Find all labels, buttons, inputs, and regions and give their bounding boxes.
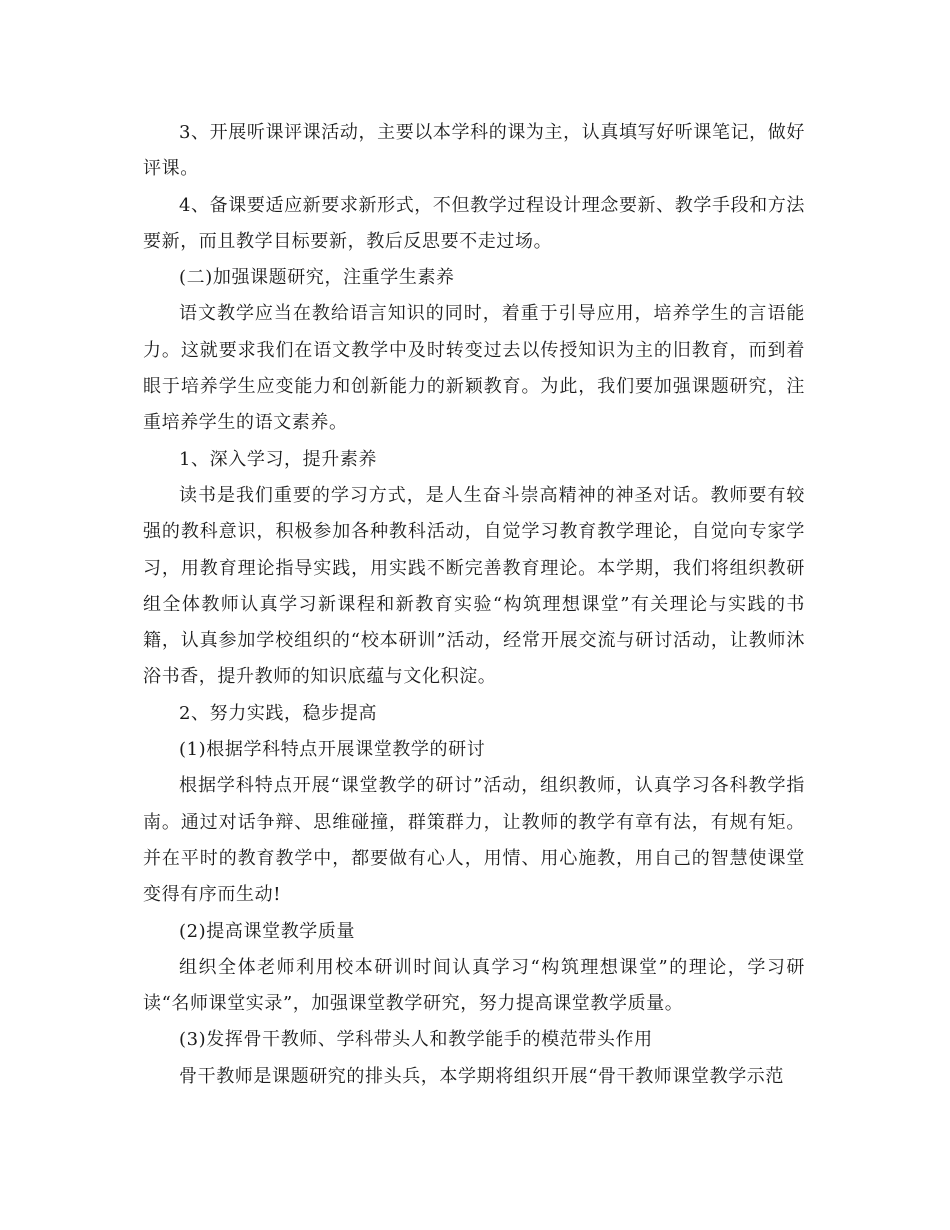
section-heading-2: (二)加强课题研究，注重学生素养 xyxy=(179,267,455,289)
subheading-2: 2、努力实践，稳步提高 xyxy=(179,702,378,724)
paragraph-4: 读书是我们重要的学习方式，是人生奋斗崇高精神的神圣对话。教师要有较强的教科意识，积极参加各种教科活动，自觉学习教育教学理论，自觉向专家学习，用教育理论指导实践，用实践不断完善教育理论。本学期，我们将组织教研组全体教师认真学习新课程和新教育实验“构筑理想课堂”有关理论与实践的书籍，认真参加学校组织的“校本研训”活动，经常开展交流与研讨活动，让教师沐浴书香，提升教师的知识底蕴与文化积淀。 xyxy=(143,484,805,688)
paragraph-1: 3、开展听课评课活动，主要以本学科的课为主，认真填写好听课笔记，做好评课。 xyxy=(143,122,805,180)
document-body xyxy=(143,115,805,1095)
paragraph-6: 组织全体老师利用校本研训时间认真学习“构筑理想课堂”的理论，学习研读“名师课堂实录”，加强课堂教学研究，努力提高课堂教学质量。 xyxy=(143,956,805,1015)
paragraph-3: 语文教学应当在教给语言知识的同时，着重于引导应用，培养学生的言语能力。这就要求我们在语文教学中及时转变过去以传授知识为主的旧教育，而到着眼于培养学生应变能力和创新能力的新颖教育。为此，我们要加强课题研究，注重培养学生的语文素养。 xyxy=(143,303,805,434)
paragraph-2: 4、备课要适应新要求新形式，不但教学过程设计理念要新、教学手段和方法要新，而且教学目标要新，教后反思要不走过场。 xyxy=(143,194,805,252)
subheading-2-2: (2)提高课堂教学质量 xyxy=(179,920,356,942)
paragraph-5: 根据学科特点开展“课堂教学的研讨”活动，组织教师，认真学习各科教学指南。通过对话争辩、思维碰撞，群策群力，让教师的教学有章有法，有规有矩。并在平时的教育教学中，都要做有心人，用情、用心施教，用自己的智慧使课堂变得有序而生动! xyxy=(143,775,805,906)
subheading-1: 1、深入学习，提升素养 xyxy=(179,448,378,470)
subheading-2-3: (3)发挥骨干教师、学科带头人和教学能手的模范带头作用 xyxy=(179,1029,653,1051)
subheading-2-1: (1)根据学科特点开展课堂教学的研讨 xyxy=(179,739,486,761)
paragraph-7: 骨干教师是课题研究的排头兵，本学期将组织开展“骨干教师课堂教学示范 xyxy=(179,1065,784,1087)
